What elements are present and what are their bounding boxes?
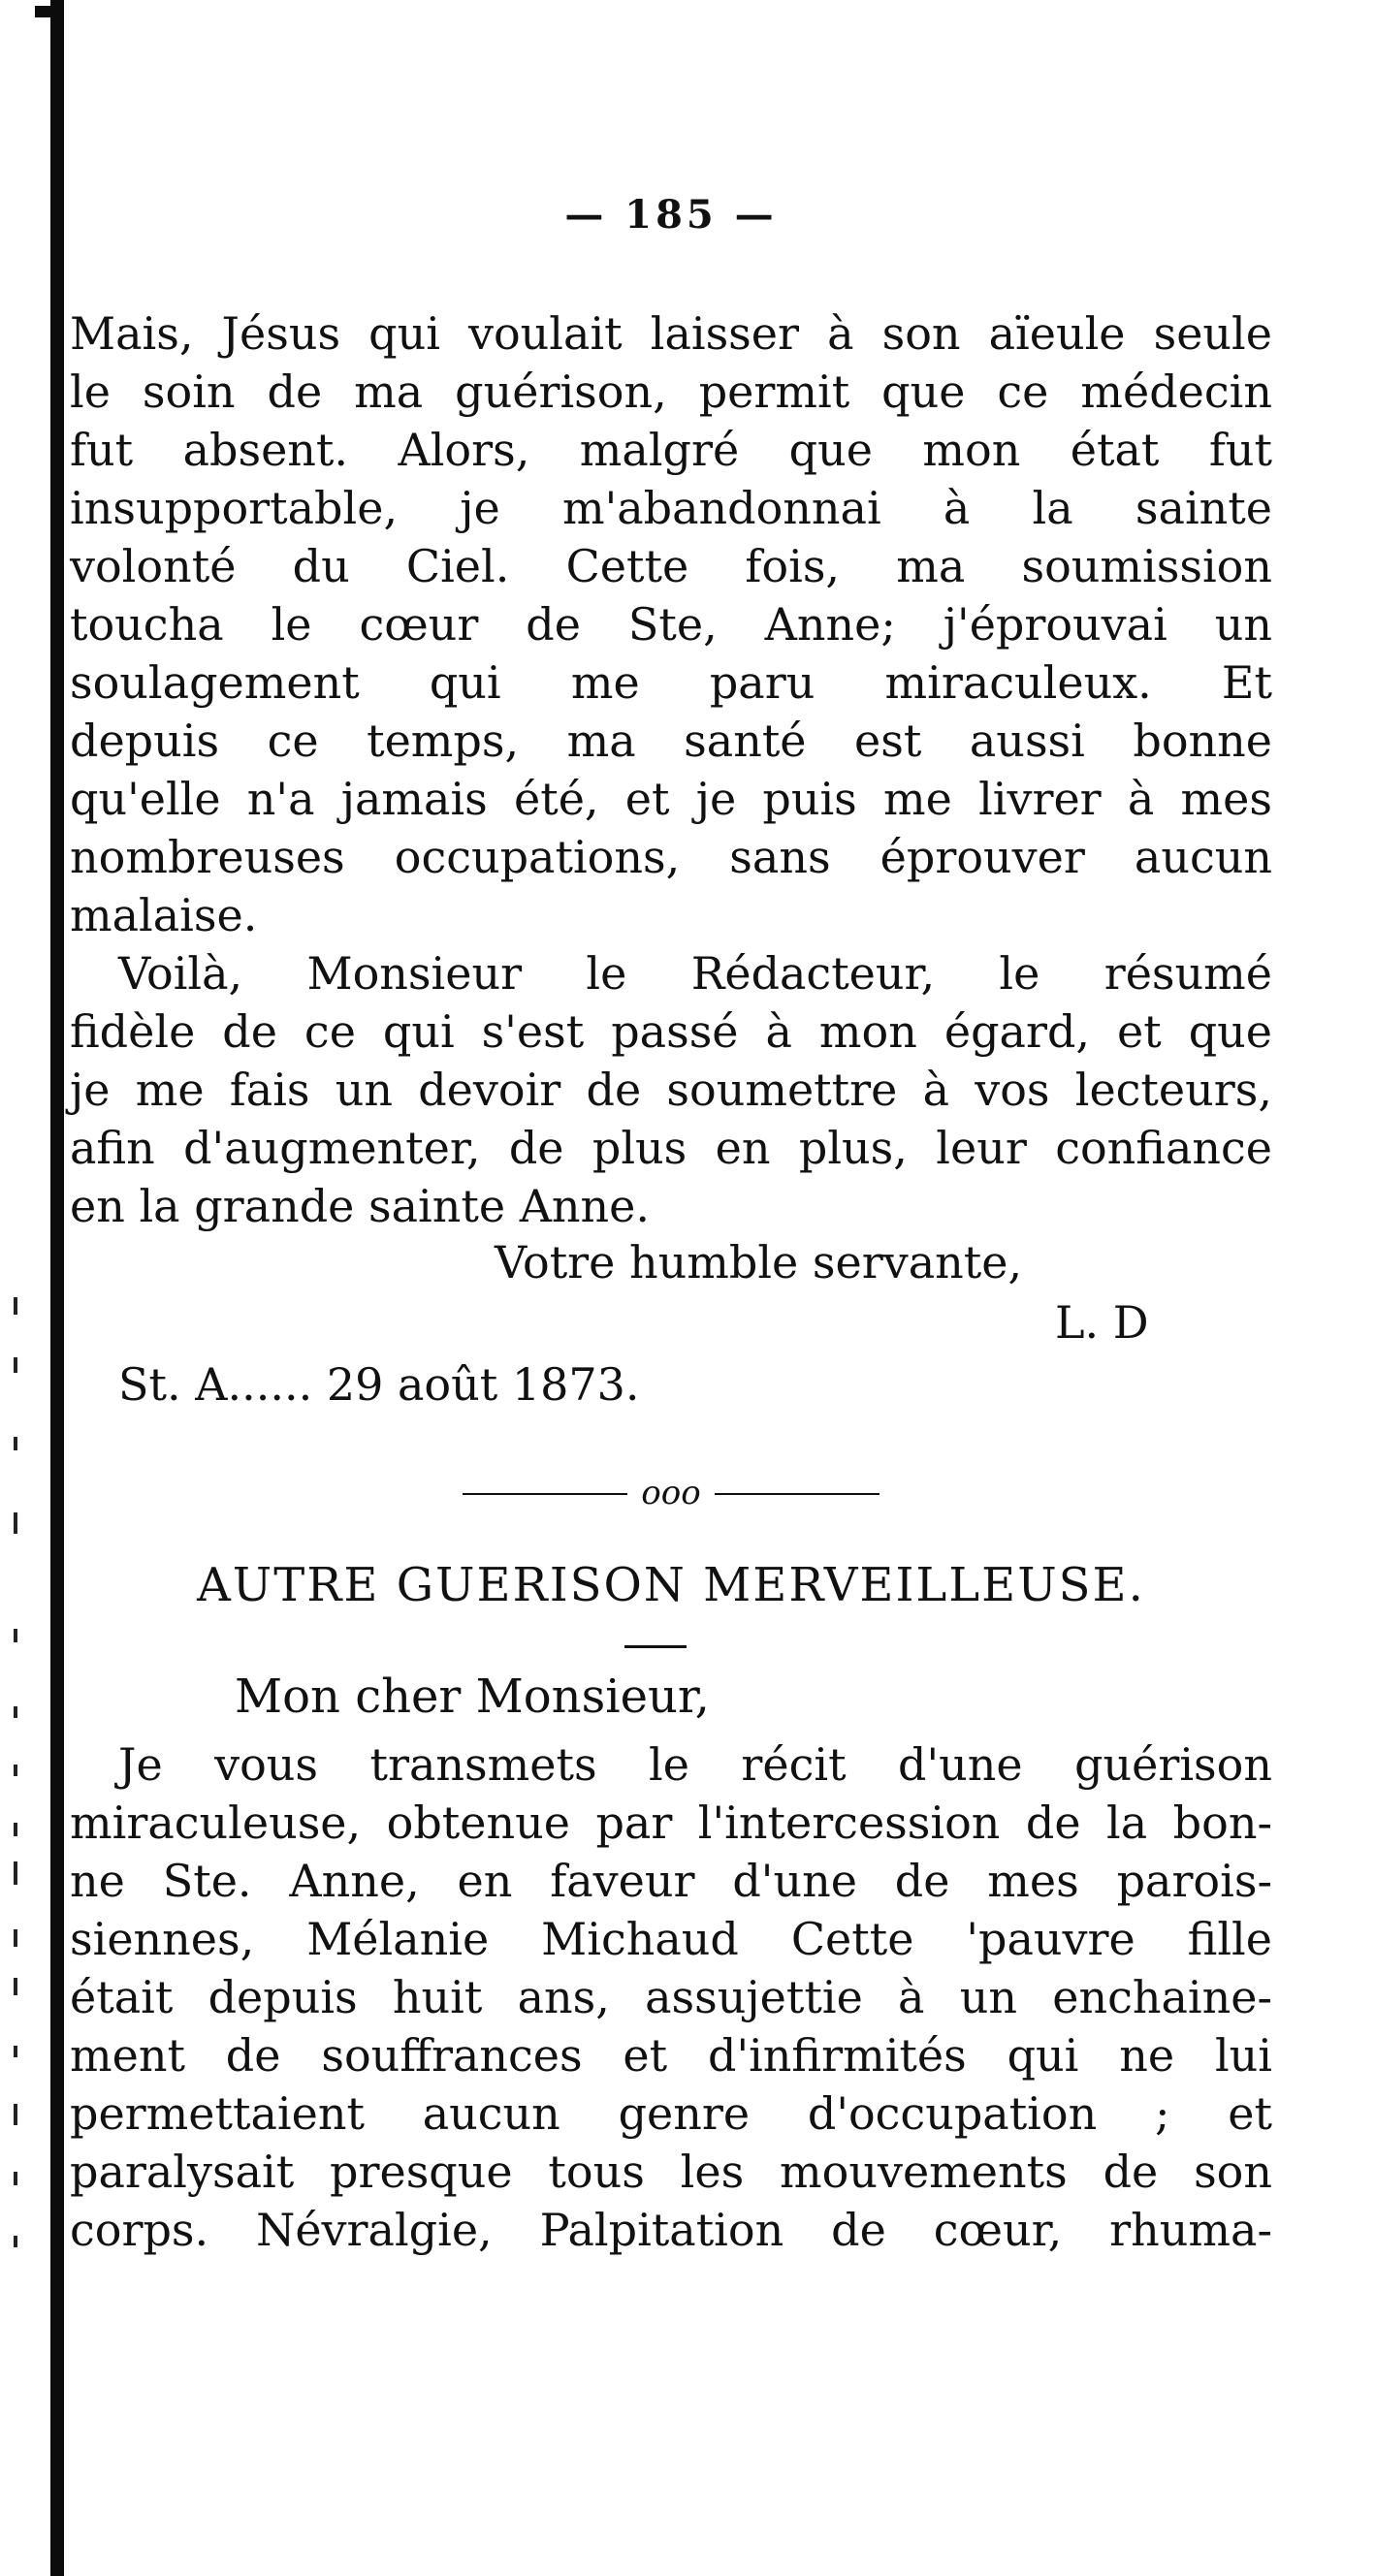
text-line: en la grande sainte Anne. xyxy=(70,1180,651,1232)
text-line: afin d'augmenter, de plus en plus, leur confiance xyxy=(70,1122,1272,1174)
margin-marks xyxy=(0,0,35,2576)
section-separator xyxy=(70,1464,1272,1522)
text-line: qu'elle n'a jamais été, et je puis me livrer à mes xyxy=(70,773,1272,825)
signature: L. D xyxy=(1055,1296,1149,1349)
text-line: miraculeuse, obtenue par l'intercession de la bon- xyxy=(70,1797,1272,1849)
margin-mark xyxy=(14,1706,17,1718)
binding-edge-tick xyxy=(35,6,54,17)
text-line: fut absent. Alors, malgré que mon état fut xyxy=(70,424,1272,476)
paragraph-3 xyxy=(70,1735,1272,2259)
text-line: était depuis huit ans, assujettie à un enchaine- xyxy=(70,1971,1272,2023)
salutation: Mon cher Monsieur, xyxy=(235,1670,710,1724)
page-number: — 185 — xyxy=(564,192,778,238)
heading-rule xyxy=(624,1645,687,1648)
text-line: le soin de ma guérison, permit que ce médecin xyxy=(70,366,1272,418)
margin-mark xyxy=(14,1437,17,1450)
text-line: corps. Névralgie, Palpitation de cœur, rhuma- xyxy=(70,2204,1272,2256)
binding-edge-rule xyxy=(50,0,64,2576)
text-line: ne Ste. Anne, en faveur d'une de mes parois- xyxy=(70,1855,1272,1907)
paragraph-1 xyxy=(70,304,1272,944)
margin-mark xyxy=(14,1861,17,1885)
text-line: fidèle de ce qui s'est passé à mon égard, et que xyxy=(70,1005,1272,1058)
margin-mark xyxy=(14,1357,17,1373)
separator-rule-left xyxy=(463,1493,627,1495)
section-heading: AUTRE GUERISON MERVEILLEUSE. xyxy=(197,1558,1145,1612)
text-line: toucha le cœur de Ste, Anne; j'éprouvai un xyxy=(70,598,1272,651)
text-line: volonté du Ciel. Cette fois, ma soumission xyxy=(70,540,1272,592)
text-line: insupportable, je m'abandonnai à la sainte xyxy=(70,482,1272,534)
text-line: Je vous transmets le récit d'une guérison xyxy=(118,1738,1272,1791)
margin-mark xyxy=(14,1629,17,1642)
margin-mark xyxy=(14,1297,17,1315)
text-line: permettaient aucun genre d'occupation ; et xyxy=(70,2087,1272,2140)
text-line: Mais, Jésus qui voulait laisser à son aïeule seule xyxy=(70,307,1272,360)
text-line: malaise. xyxy=(70,889,258,941)
separator-rule-right xyxy=(715,1493,879,1495)
margin-mark xyxy=(14,2172,17,2185)
separator-ornament: ooo xyxy=(641,1474,701,1512)
text-line: nombreuses occupations, sans éprouver aucun xyxy=(70,831,1272,883)
document-page xyxy=(70,0,1272,2576)
text-line: je me fais un devoir de soumettre à vos lecteurs, xyxy=(70,1064,1272,1116)
text-line: siennes, Mélanie Michaud Cette 'pauvre fille xyxy=(70,1913,1272,1965)
dateline: St. A...... 29 août 1873. xyxy=(118,1358,640,1411)
closing-line: Votre humble servante, xyxy=(495,1236,1023,1288)
margin-mark xyxy=(14,1512,17,1534)
margin-mark xyxy=(14,1765,17,1776)
margin-mark xyxy=(14,2104,17,2125)
text-line: depuis ce temps, ma santé est aussi bonne xyxy=(70,715,1272,767)
paragraph-2 xyxy=(70,944,1272,1235)
margin-mark xyxy=(14,2236,17,2247)
margin-mark xyxy=(14,1929,17,1947)
text-line: ment de souffrances et d'infirmités qui ne lui xyxy=(70,2029,1272,2082)
text-line: soulagement qui me paru miraculeux. Et xyxy=(70,656,1272,709)
margin-mark xyxy=(14,1978,17,1995)
text-line: Voilà, Monsieur le Rédacteur, le résumé xyxy=(118,947,1272,1000)
text-line: paralysait presque tous les mouvements de son xyxy=(70,2146,1272,2198)
margin-mark xyxy=(14,2046,17,2057)
margin-mark xyxy=(14,1823,17,1836)
